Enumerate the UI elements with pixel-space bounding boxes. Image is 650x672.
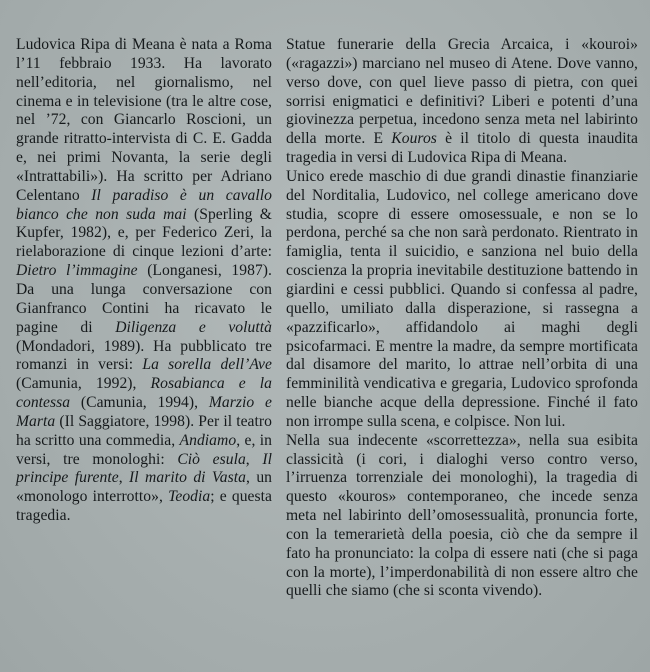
text-run: (Sperling & Kupfer, 1982), e, per Federico Zeri, la rielaborazione di cinque lezioni d’arte: [16, 205, 272, 261]
italic-title: Il paradiso è un cavallo bianco che non suda mai [16, 186, 273, 223]
italic-title: Marzio e Marta [16, 394, 272, 430]
text-run: Nella sua indecente «scorrettezza», nella sua esibita classicità (i cori, i dialoghi verso contro verso, l’irruenza torrenziale dei monologhi), la tragedia di questo «kouros» contemporaneo, che incede senza meta nel labirinto dell’omosessualità, pronuncia forte, con la temerarietà della poesia, ciò che da sempre il fato ha pronunciato: la colpa di essere nati (che si paga con la morte), l’imperdonabilità di non essere altro che quelli che siamo (che si sconta vivendo). [286, 431, 638, 600]
text-run: (Il Saggiatore, 1998). Per il teatro ha scritto una commedia, [16, 412, 272, 449]
text-run: è il titolo di questa inaudita tragedia in versi di Ludovica Ripa di Meana. [286, 130, 638, 167]
italic-title: Kouros [391, 130, 437, 148]
left-column-author-bio [16, 36, 272, 526]
right-column-book-description [286, 36, 638, 601]
italic-title: Rosabianca e la contessa [16, 375, 272, 412]
text-run: , [118, 469, 130, 487]
text-run: Statue funerarie della Grecia Arcaica, i «kouroi» («ragazzi») marciano nel museo di Atene. Dove vanno, verso dove, con quel lieve passo di pietra, con quei sorrisi enigmatici e definitivi? Liberi e potenti d’una giovinezza perpetua, incedono senza meta nel labirinto della morte. E [286, 36, 638, 148]
text-run: , [245, 450, 263, 468]
italic-title: La sorella dell’Ave [142, 356, 272, 374]
text-run: , un «monologo interrotto», [16, 469, 273, 506]
right-column-paragraph [286, 36, 638, 168]
text-run: Ludovica Ripa di Meana è nata a Roma l’11 febbraio 1933. Ha lavorato nell’editoria, nel giornalismo, nel cinema e in televisione (tra le altre cose, nel ’72, con Giancarlo Roscioni, un grande ritratto-intervista di C. E. Gadda e, nei primi Novanta, la serie degli «Intrattabili»). Ha scritto per Adriano Celentano [16, 36, 272, 204]
right-column-paragraph [286, 432, 638, 602]
text-run: ; e questa tragedia. [16, 488, 272, 525]
italic-title: Teodia [168, 488, 211, 506]
text-run: , e, in versi, tre monologhi: [16, 431, 272, 468]
italic-title: Ciò esula [177, 450, 246, 468]
italic-title: Il principe furente [16, 450, 272, 487]
left-column-paragraph [16, 36, 272, 526]
text-run: (Camunia, 1992), [16, 375, 151, 393]
text-run: (Longanesi, 1987). Da una lunga conversazione con Gianfranco Contini ha ricavato le pagine di [16, 262, 272, 336]
italic-title: Andiamo [179, 431, 237, 449]
text-run: (Camunia, 1994), [70, 394, 209, 412]
italic-title: Il marito di Vasta [129, 469, 246, 487]
text-run: (Mondadori, 1989). Ha pubblicato tre romanzi in versi: [16, 337, 272, 374]
italic-title: Dietro l’immagine [16, 262, 138, 280]
italic-title: Diligenza e voluttà [115, 318, 272, 336]
right-column-paragraph [286, 168, 638, 432]
text-run: Unico erede maschio di due grandi dinastie finanziarie del Norditalia, Ludovico, nel college americano dove studia, scopre di essere omosessuale, e non se lo perdona, perché sa che non sarà perdonato. Rientrato in famiglia, tenta il suicidio, e sanziona nel buio della coscienza la propria inevitabile destituzione battendo in giardini e cessi pubblici. Quando si confessa al padre, quello, umiliato dalla disperazione, si rassegna a «pazzificarlo», affidandolo ai maghi degli psicofarmaci. E mentre la madre, da sempre mortificata dal disamore del marito, lo attrae nell’orbita di una femminilità vendicativa e gregaria, Ludovico sprofonda nelle bianche acque della depressione. Finché il fato non irrompe sulla scena, e colpisce. Non lui. [286, 167, 638, 430]
